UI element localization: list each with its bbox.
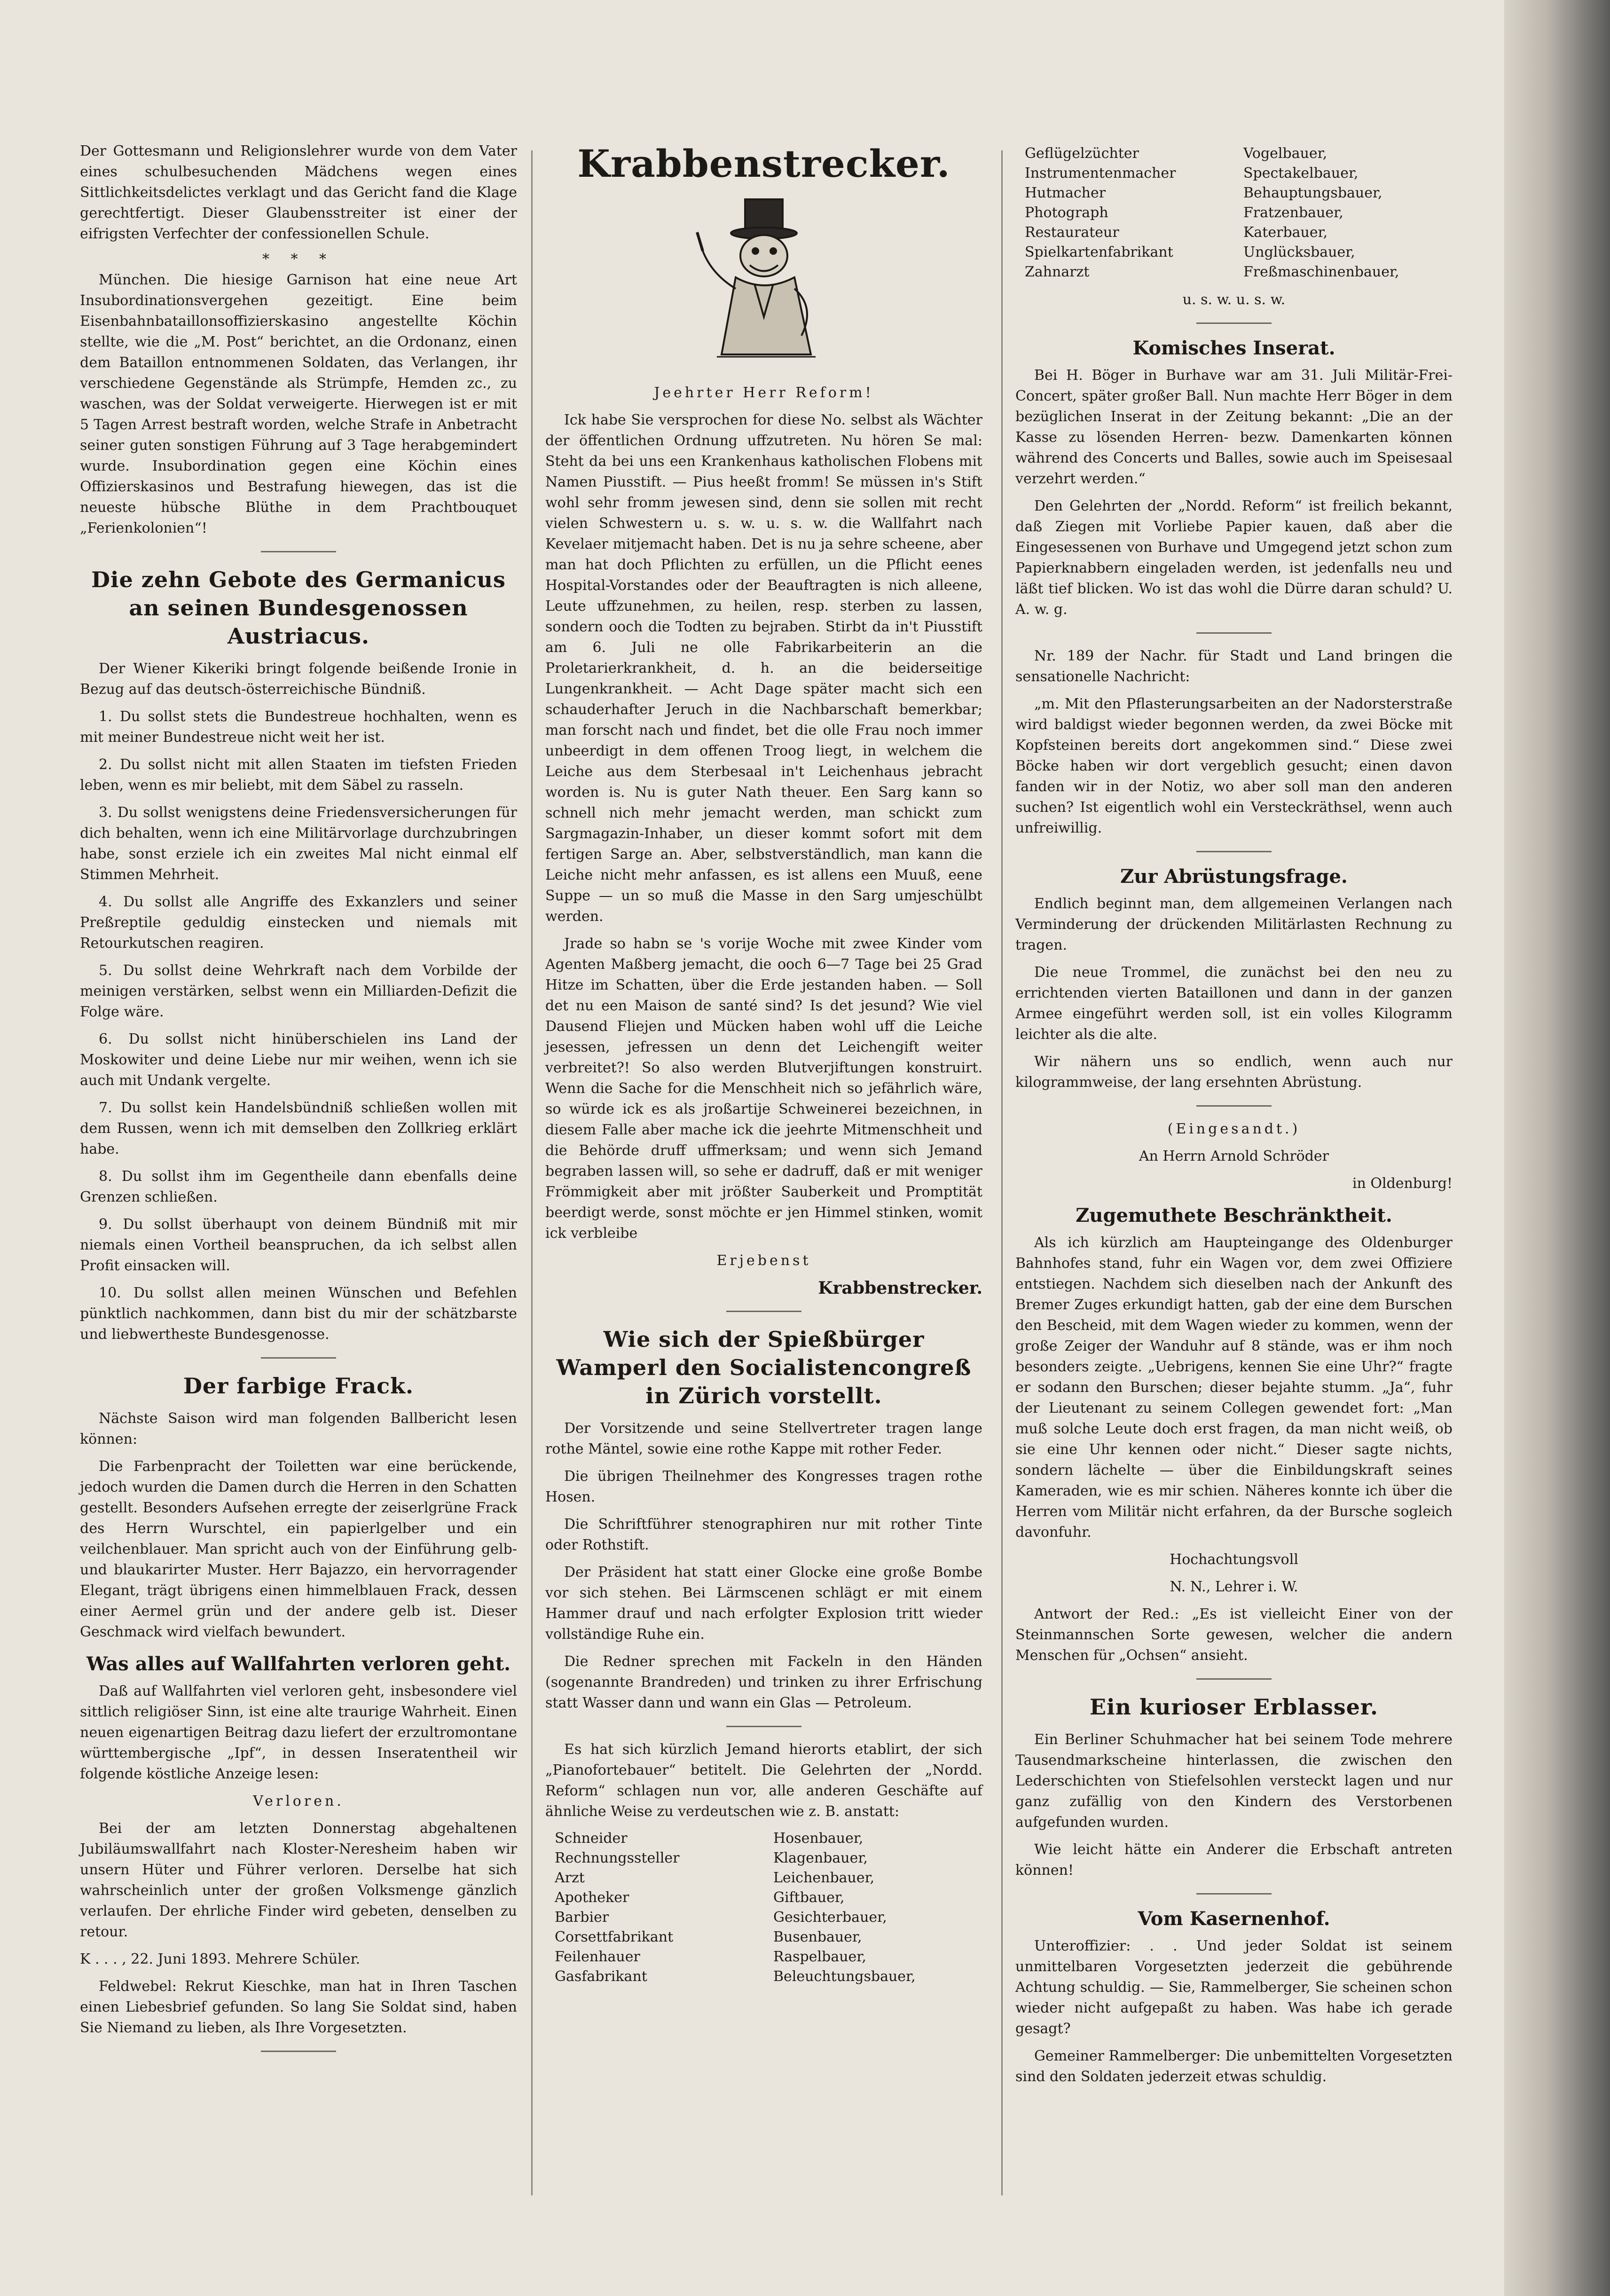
paragraph: Ick habe Sie versprochen for diese No. selbst als Wächter der öffentlichen Ordnung uffzutreten. Nu hören Se mal: Steht da bei uns een Krankenhaus katholischen Flobens mit Namen Piusstift. — Pius heeßt fromm! Se müssen in's Stift wohl sehr fromm jewesen sind, denn sie sollen mit recht vielen Schwestern u. s. w. u. s. w. die Wallfahrt nach Kevelaer mitjemacht haben. Det is nu ja sehre scheene, aber man hat doch Pflichten zu erfüllen, un die Pflicht eenes Hospital-Vorstandes oder der Beauftragten is nich alleene, Leute uffzunehmen, zu heilen, resp. sterben zu lassen, sondern ooch die Todten zu bejraben. Stirbt da in't Piusstift am 6. Juli ne olle Fabrikarbeiterin an die Proletarierkrankheit, d. h. an die beiderseitige Lungenkrankheit. — Acht Dage später macht sich een schauderhafter Jeruch in die Nachbarschaft bemerkbar; man forscht nach und findet, bet die olle Frau noch immer unbeerdigt in dem offenen Troog liegt, in welchem die Leiche aus dem Sterbesaal in't Leichenhaus jebracht worden is. Nu is guter Nath theuer. Een Sarg kann so schnell nich mehr jemacht werden, man schickt zum Sargmagazin-Inhaber, un dieser kommt sofort mit dem fertigen Sarge an. Aber, selbstverständlich, man kann die Leiche nicht mehr anfassen, es ist allens een Muuß, eene Suppe — un so muß die Masse in den Sarg umjeschülbt werden.: [545, 412, 982, 925]
list-row: Barbier Gesichterbauer,: [555, 1909, 887, 1926]
paragraph: Wie leicht hätte ein Anderer die Erbschaft antreten können!: [1015, 1841, 1453, 1879]
separator-stars: * * *: [262, 251, 335, 267]
paragraph: Die Redner sprechen mit Fackeln in den Händen (sogenannte Brandreden) und trinken zu ihrer Erfrischung statt Wasser dann und wann ein Glas — Petroleum.: [545, 1653, 982, 1711]
separator-rule: [1196, 322, 1272, 324]
separator-rule: [261, 1357, 336, 1359]
list-row: Photograph Fratzenbauer,: [1025, 204, 1343, 221]
signature: Krabbenstrecker.: [818, 1278, 982, 1298]
paragraph: Wir nähern uns so endlich, wenn auch nur kilogrammweise, der lang ersehnten Abrüstung.: [1015, 1054, 1453, 1091]
paragraph: Die Schriftführer stenographiren nur mit rother Tinte oder Rothstift.: [545, 1516, 982, 1553]
list-item: 5. Du sollst deine Wehrkraft nach dem Vorbilde der meinigen verstärken, selbst wenn ein Milliarden-Defizit die Folge wäre.: [80, 962, 517, 1020]
column-1: [80, 141, 517, 2064]
headline-gebote: Die zehn Gebote des Germanicus an seinen Bundesgenossen Austriacus.: [91, 567, 506, 649]
list-item: 10. Du sollst allen meinen Wünschen und Befehlen pünktlich nachkommen, dann bist du mir der schätzbarste und liebwertheste Bundesgenosse.: [80, 1285, 517, 1343]
list-item: 3. Du sollst wenigstens deine Friedensversicherungen für dich behalten, wenn ich eine Militärvorlage durchzubringen habe, sonst erziele ich ein zweites Mal nicht einmal elf Stimmen Mehrheit.: [80, 804, 517, 883]
paragraph: Bei der am letzten Donnerstag abgehaltenen Jubiläumswallfahrt nach Kloster-Neresheim haben wir unsern Hüter und Führer verloren. Derselbe hat sich wahrscheinlich unter der großen Volksmenge gänzlich verlaufen. Der ehrliche Finder wird gebeten, denselben zu retour.: [80, 1820, 517, 1940]
closing: Hochachtungsvoll: [1170, 1551, 1298, 1568]
closing: Erjebenst: [716, 1252, 811, 1269]
paragraph: Die Farbenpracht der Toiletten war eine berückende, jedoch wurden die Damen durch die Herren in den Schatten gestellt. Besonders Aufsehen erregte der zeiserlgrüne Frack des Herrn Wurschtel, ein papierlgelber und ein veilchenblauer. Man spricht auch von der Einführung gelb- und blaukarirter Muster. Herr Bajazzo, ein hervorragender Elegant, trägt übrigens einen himmelblauen Frack, dessen einer Aermel grün und der andere gelb ist. Dieser Geschmack wird vielfach bewundert.: [80, 1458, 517, 1640]
list-item: 4. Du sollst alle Angriffe des Exkanzlers und seiner Preßreptile geduldig einstecken und niemals mit Retourkutschen reagiren.: [80, 894, 517, 951]
list-end: u. s. w. u. s. w.: [1182, 291, 1286, 308]
separator-rule: [1196, 1678, 1272, 1680]
headline-krabbenstrecker: Krabbenstrecker.: [577, 142, 950, 186]
page-edge-shadow: [1504, 0, 1610, 2296]
trade-list: [545, 1829, 982, 1987]
paragraph: Antwort der Red.: „Es ist vielleicht Einer von der Steinmannschen Sorte gewesen, welcher die andern Menschen für „Ochsen“ ansieht.: [1015, 1606, 1453, 1664]
list-row: Hutmacher Behauptungsbauer,: [1025, 185, 1382, 201]
salutation: Jeehrter Herr Reform!: [654, 385, 874, 401]
list-item: 8. Du sollst ihm im Gegentheile dann ebenfalls deine Grenzen schließen.: [80, 1168, 517, 1205]
list-row: Geflügelzüchter Vogelbauer,: [1025, 145, 1327, 162]
separator-rule: [726, 1311, 801, 1312]
paragraph: Der Präsident hat statt einer Glocke eine große Bombe vor sich stehen. Bei Lärmscenen schlägt er mit einem Hammer drauf und nach erfolgter Explosion tritt wieder vollständige Ruhe ein.: [545, 1564, 982, 1643]
list-row: Arzt Leichenbauer,: [555, 1870, 875, 1886]
caricature-illustration: [684, 195, 844, 373]
separator-rule: [726, 1726, 801, 1727]
paragraph: Der Vorsitzende und seine Stellvertreter tragen lange rothe Mäntel, sowie eine rothe Kappe mit rother Feder.: [545, 1420, 982, 1457]
list-row: Restaurateur Katerbauer,: [1025, 224, 1328, 241]
list-row: Instrumentenmacher Spectakelbauer,: [1025, 165, 1359, 181]
paragraph: München. Die hiesige Garnison hat eine neue Art Insubordinationsvergehen gezeitigt. Eine beim Eisenbahnbataillonsoffizierskasino angestellte Köchin stellte, wie die „M. Post“ berichtet, an die Ordonanz, einen dem Bataillon entnommenen Soldaten, das Verlangen, ihr verschiedene Gegenstände als Strümpfe, Hemden zc., zu waschen, was der Soldat verweigerte. Hierwegen ist er mit 5 Tagen Arrest bestraft worden, welche Strafe in Anbetracht seiner guten sonstigen Führung auf 3 Tage herabgemindert wurde. Insubordination gegen eine Köchin eines Offizierskasinos und Bestrafung hiewegen, das ist die neueste hübsche Blüthe in dem Prachtbouquet „Ferienkolonien“!: [80, 272, 517, 536]
list-row: Feilenhauer Raspelbauer,: [555, 1949, 866, 1965]
separator-rule: [1196, 632, 1272, 634]
paragraph: Daß auf Wallfahrten viel verloren geht, insbesondere viel sittlich religiöser Sinn, ist eine alte traurige Wahrheit. Einen neuen eigenartigen Beitrag dazu liefert der erzultromontane württembergische „Ipf“, in dessen Inseratentheil wir folgende köstliche Anzeige lesen:: [80, 1683, 517, 1782]
paragraph: Feldwebel: Rekrut Kieschke, man hat in Ihren Taschen einen Liebesbrief gefunden. So lang Sie Soldat sind, haben Sie Niemand zu lieben, als Ihre Vorgesetzten.: [80, 1978, 517, 2036]
list-row: Schneider Hosenbauer,: [555, 1830, 864, 1847]
headline-inserat: Komisches Inserat.: [1132, 337, 1335, 359]
separator-rule: [1196, 1893, 1272, 1895]
list-item: 6. Du sollst nicht hinüberschielen ins Land der Moskowiter und deine Liebe nur mir weihen, wenn ich sie auch mit Undank vergelte.: [80, 1031, 517, 1089]
paragraph: „m. Mit den Pflasterungsarbeiten an der Nadorsterstraße wird baldigst wieder begonnen werden, da zwei Böcke mit Kopfsteinen bereits dort angekommen sind.“ Diese zwei Böcke haben wir dort vergeblich gesucht; einen davon fanden wir in der Notiz, wo aber soll man den anderen suchen? Ist eigentlich wohl ein Versteckräthsel, wenn auch unfreiwillig.: [1015, 696, 1453, 836]
separator-rule: [261, 2051, 336, 2052]
paragraph: Die übrigen Theilnehmer des Kongresses tragen rothe Hosen.: [545, 1468, 982, 1505]
ad-title: Verloren.: [253, 1793, 344, 1809]
eingesandt-label: (Eingesandt.): [1167, 1121, 1301, 1137]
paragraph: Bei H. Böger in Burhave war am 31. Juli Militär-Frei-Concert, später großer Ball. Nun machte Herr Böger in dem bezüglichen Inserat in der Zeitung bekannt: „Die an der Kasse zu lösenden Herren- bezw. Damenkarten können während des Concerts und Balles, sowie auch im Speisesaal verzehrt werden.“: [1015, 367, 1453, 487]
headline-wallfahrten: Was alles auf Wallfahrten verloren geht.: [86, 1653, 511, 1675]
paragraph: Als ich kürzlich am Haupteingange des Oldenburger Bahnhofes stand, fuhr ein Wagen vor, dem zwei Offiziere entstiegen. Nachdem sich dieselben nach der Ankunft des Bremer Zuges erkundigt hatten, gab der eine dem Burschen den Bescheid, mit dem Wagen wieder zu kommen, wenn der große Zeiger der Wanduhr auf 8 stände, was er ihm noch besonders zeigte. „Uebrigens, kennen Sie eine Uhr?“ fragte er sodann den Burschen; dieser bejahte stumm. „Ja“, fuhr der Lieutenant zu seinem Collegen gewendet fort: „Man muß solche Leute doch erst fragen, da man nicht weiß, ob sie eine Uhr kennen oder nicht.“ Dieser sagte nichts, sondern lächelte — über die Einbildungskraft seines Kameraden, wie es mir schien. Näheres konnte ich über die Herren vom Militär nicht erfahren, da der Bursche sogleich davonfuhr.: [1015, 1234, 1453, 1541]
list-item: 1. Du sollst stets die Bundestreue hochhalten, wenn es mit meiner Bundestreue nicht weit her ist.: [80, 708, 517, 746]
headline-beschraenktheit: Zugemuthete Beschränktheit.: [1076, 1204, 1392, 1227]
address-line: in Oldenburg!: [1352, 1175, 1453, 1192]
list-row: Spielkartenfabrikant Unglücksbauer,: [1025, 244, 1355, 260]
paragraph: Es hat sich kürzlich Jemand hierorts etablirt, der sich „Pianofortebauer“ betitelt. Die Gelehrten der „Nordd. Reform“ schlagen nun vor, alle anderen Geschäfte auf ähnliche Weise zu verdeutschen wie z. B. anstatt:: [545, 1741, 982, 1820]
list-row: Corsettfabrikant Busenbauer,: [555, 1929, 862, 1945]
paragraph: Nächste Saison wird man folgenden Ballbericht lesen können:: [80, 1410, 517, 1447]
paragraph: Der Gottesmann und Religionslehrer wurde von dem Vater eines schulbesuchenden Mädchens wegen eines Sittlichkeitsdelictes verklagt und das Gericht fand die Klage gerechtfertigt. Dieser Glaubensstreiter ist einer der eifrigsten Verfechter der confessionellen Schule.: [80, 143, 517, 242]
paragraph: Unteroffizier: . . Und jeder Soldat ist seinem unmittelbaren Vorgesetzten jederzeit die gebührende Achtung schuldig. — Sie, Rammelberger, Sie scheinen schon wieder nicht aufgepaßt zu haben. Was habe ich gerade gesagt?: [1015, 1938, 1453, 2037]
paragraph: Die neue Trommel, die zunächst bei den neu zu errichtenden vierten Bataillonen und dann in der ganzen Armee eingeführt werden soll, ist ein volles Kilogramm leichter als die alte.: [1015, 964, 1453, 1043]
headline-kasernenhof: Vom Kasernenhof.: [1138, 1908, 1330, 1930]
ad-signature: K . . . , 22. Juni 1893. Mehrere Schüler.: [80, 1951, 361, 1967]
paragraph: Den Gelehrten der „Nordd. Reform“ ist freilich bekannt, daß Ziegen mit Vorliebe Papier kauen, daß aber die Eingesessenen von Burhave und Umgegend jetzt schon zum Papierknabbern eingeladen werden, ist jedenfalls neu und läßt tief blicken. Wo ist das wohl die Dürre daran schuld? U. A. w. g.: [1015, 498, 1453, 618]
headline-abruestung: Zur Abrüstungsfrage.: [1120, 865, 1348, 888]
separator-rule: [1196, 851, 1272, 852]
column-rule: [1001, 150, 1003, 2195]
list-row: Gasfabrikant Beleuchtungsbauer,: [555, 1968, 916, 1985]
paragraph: Jrade so habn se 's vorije Woche mit zwee Kinder vom Agenten Maßberg jemacht, die ooch 6—7 Tage bei 25 Grad Hitze im Schatten, über die Erde jestanden haben. — Soll det nu een Maison de santé sind? Is det jesund? Wie viel Dausend Fliejen und Mücken haben wohl uff die Leiche jesessen, jefressen un denn det Leichengift weiter verbreitet?! So also werden Blutverjiftungen konstruirt. Wenn die Sache for die Menschheit nich so jefährlich wäre, so würde ick es als jroßartije Schweinerei bezeichnen, in diesem Falle aber mache ick die jeehrte Mitmenschheit und die Behörde druff uffmerksam; und wenn sich Jemand begraben lassen will, so sehe er dadruff, daß er mit weniger Frömmigkeit aber mit jrößter Sauberkeit und Promptität beerdigt werde, sonst möchte er jen Himmel stinken, womit ick verbleibe: [545, 936, 982, 1242]
headline-erblasser: Ein kurioser Erblasser.: [1090, 1694, 1378, 1720]
paragraph: Ein Berliner Schuhmacher hat bei seinem Tode mehrere Tausendmarkscheine hinterlassen, die zwischen den Lederschichten von Stiefelsohlen versteckt lagen und nur ganz zufällig von den Kindern des Verstorbenen aufgefunden wurden.: [1015, 1731, 1453, 1831]
address-line: An Herrn Arnold Schröder: [1139, 1148, 1329, 1164]
headline-wamperl: Wie sich der Spießbürger Wamperl den Socialistencongreß in Zürich vorstellt.: [556, 1327, 972, 1408]
separator-rule: [1196, 1105, 1272, 1107]
paragraph: Endlich beginnt man, dem allgemeinen Verlangen nach Verminderung der drückenden Militärlasten Rechnung zu tragen.: [1015, 896, 1453, 953]
list-row: Rechnungssteller Klagenbauer,: [555, 1850, 868, 1866]
paragraph: Der Wiener Kikeriki bringt folgende beißende Ironie in Bezug auf das deutsch-österreichische Bündniß.: [80, 660, 517, 698]
paragraph: Gemeiner Rammelberger: Die unbemittelten Vorgesetzten sind den Soldaten jederzeit etwas schuldig.: [1015, 2048, 1453, 2085]
separator-rule: [261, 551, 336, 552]
list-item: 7. Du sollst kein Handelsbündniß schließen wollen mit dem Russen, wenn ich mit demselben den Zollkrieg erklärt habe.: [80, 1100, 517, 1157]
column-rule: [531, 150, 533, 2195]
list-item: 9. Du sollst überhaupt von deinem Bündniß mit mir niemals einen Vortheil beanspruchen, da ich selbst allen Profit einsacken will.: [80, 1216, 517, 1274]
list-row: Apotheker Giftbauer,: [555, 1889, 845, 1906]
signature: N. N., Lehrer i. W.: [1170, 1579, 1298, 1595]
list-row: Zahnarzt Freßmaschinenbauer,: [1025, 264, 1399, 280]
paragraph: Nr. 189 der Nachr. für Stadt und Land bringen die sensationelle Nachricht:: [1015, 648, 1453, 685]
headline-frack: Der farbige Frack.: [183, 1373, 414, 1399]
column-3: [1015, 141, 1453, 2094]
trade-list-continued: [1015, 144, 1453, 282]
list-item: 2. Du sollst nicht mit allen Staaten im tiefsten Frieden leben, wenn es mir beliebt, mit dem Säbel zu rasseln.: [80, 756, 517, 794]
column-2: [545, 141, 982, 1994]
